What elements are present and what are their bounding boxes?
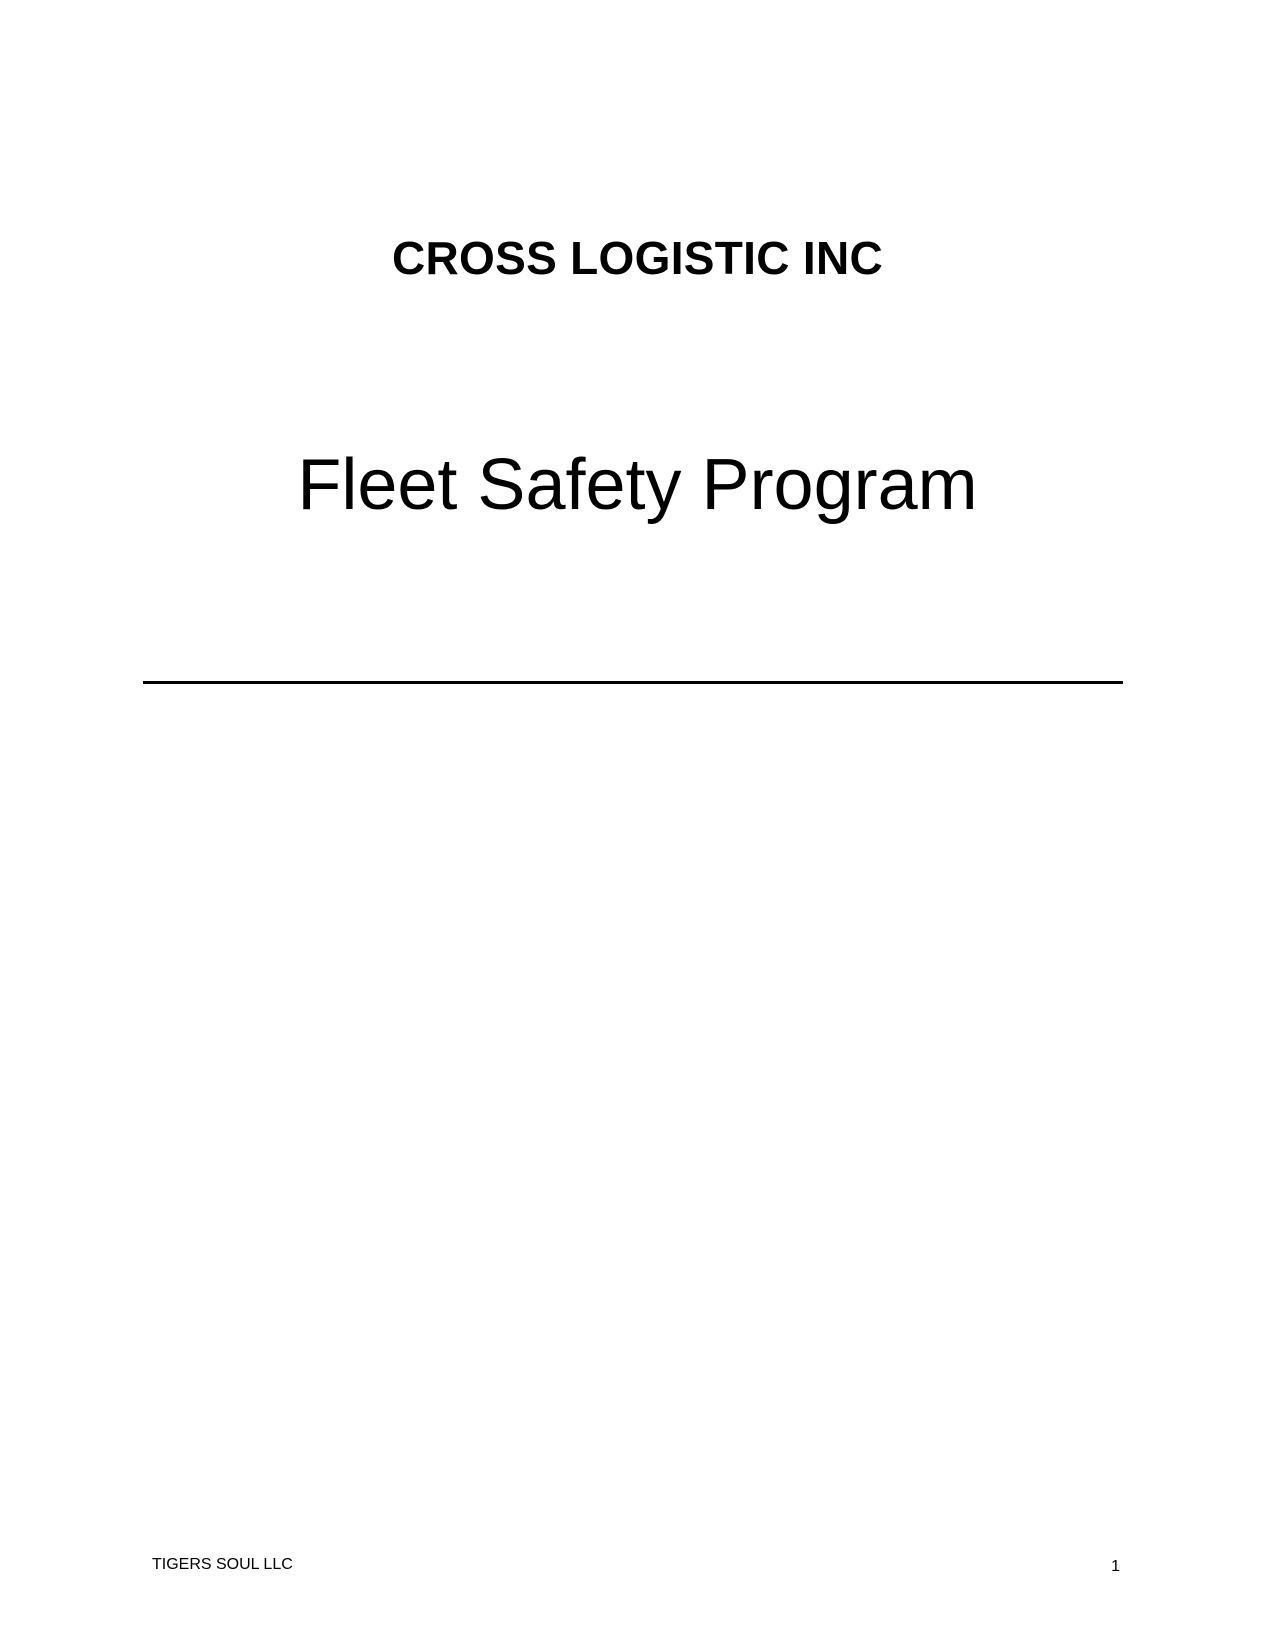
footer-author: TIGERS SOUL LLC — [152, 1556, 293, 1573]
page-number: 1 — [1111, 1558, 1120, 1575]
company-name: CROSS LOGISTIC INC — [392, 232, 883, 284]
document-title: Fleet Safety Program — [297, 445, 978, 525]
title-underline-divider — [143, 681, 1123, 684]
